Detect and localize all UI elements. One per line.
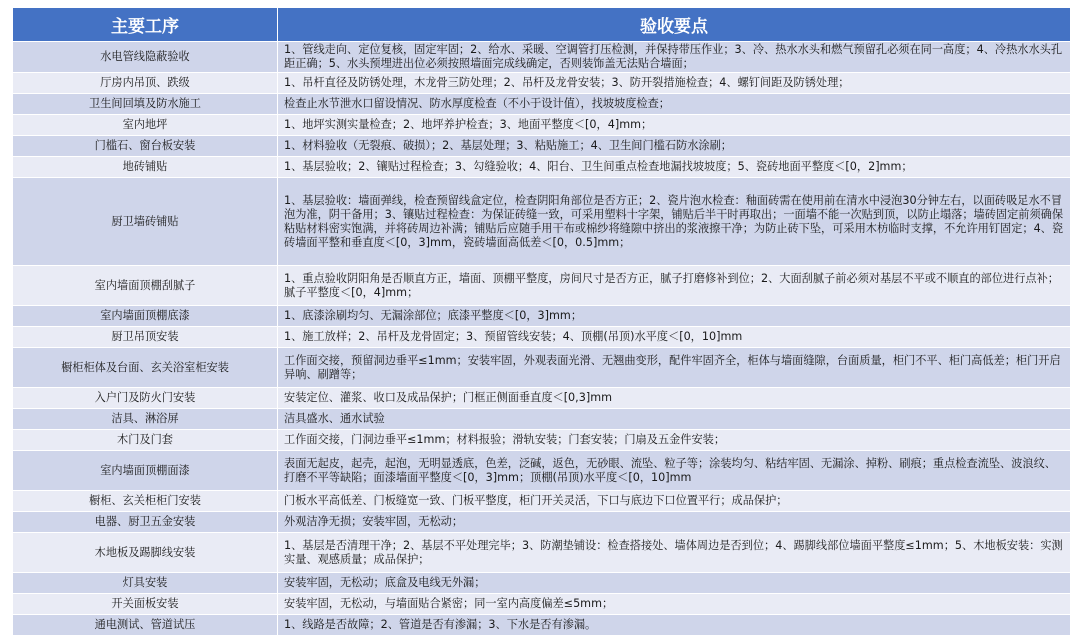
process-cell: 木地板及踢脚线安装 [13,533,278,573]
process-cell: 橱柜柜体及台面、玄关浴室柜安装 [13,348,278,388]
table-body [13,42,1071,636]
table-row [13,594,1071,615]
table-row [13,94,1071,115]
header-process: 主要工序 [13,8,278,42]
process-cell: 通电测试、管道试压 [13,615,278,636]
table-header-row [13,8,1071,42]
process-cell: 室内墙面顶棚底漆 [13,306,278,327]
process-cell: 室内地坪 [13,115,278,136]
table-row [13,115,1071,136]
process-cell: 厨卫吊顶安装 [13,327,278,348]
header-points: 验收要点 [278,8,1071,42]
points-cell: 1、底漆涂刷均匀、无漏涂部位；底漆平整度＜[0，3]mm； [278,306,1071,327]
table-row [13,73,1071,94]
points-cell: 1、基层是否清理干净；2、基层不平处理完毕；3、防潮垫铺设：检查搭接处、墙体周边是否到位；4、踢脚线部位墙面平整度≤1mm；5、木地板安装：实测实量、观感质量；成品保护； [278,533,1071,573]
points-cell: 门板水平高低差、门板缝宽一致、门板平整度，柜门开关灵活，下口与底边下口位置平行；成品保护； [278,491,1071,512]
points-cell: 安装牢固，无松动，与墙面贴合紧密；同一室内高度偏差≤5mm； [278,594,1071,615]
points-cell: 洁具盛水、通水试验 [278,409,1071,430]
process-cell: 木门及门套 [13,430,278,451]
process-cell: 厅房内吊顶、跌级 [13,73,278,94]
points-cell: 检查止水节泄水口留设情况、防水厚度检查（不小于设计值），找坡坡度检查； [278,94,1071,115]
process-cell: 水电管线隐蔽验收 [13,42,278,73]
process-cell: 地砖铺贴 [13,157,278,178]
process-cell: 入户门及防火门安装 [13,388,278,409]
points-cell: 1、施工放样；2、吊杆及龙骨固定；3、预留管线安装；4、顶棚(吊顶)水平度＜[0，10]mm [278,327,1071,348]
table-row [13,348,1071,388]
table-row [13,451,1071,491]
points-cell: 1、管线走向、定位复核，固定牢固；2、给水、采暖、空调管打压检测，并保持带压作业；3、冷、热水水头和燃气预留孔必须在同一高度；4、冷热水水头孔距正确；5、水头预埋进出位必须按照墙面完成线确定，否则装饰盖无法贴合墙面； [278,42,1071,73]
points-cell: 1、线路是否故障；2、管道是否有渗漏；3、下水是否有渗漏。 [278,615,1071,636]
table-row [13,430,1071,451]
table-row [13,533,1071,573]
points-cell: 1、基层验收：墙面弹线，检查预留线盒定位，检查阴阳角部位是否方正；2、瓷片泡水检查：釉面砖需在使用前在清水中浸泡30分钟左右，以面砖吸足水不冒泡为准，阴干备用；3、镶贴过程检查：为保证砖缝一致，可采用塑料十字架，铺贴后半干时再取出；一面墙不能一次贴到顶，以防止塌落；墙砖固定前须确保粘贴材料密实饱满，并将砖周边补满；铺贴后应随手用干布或棉纱将缝隙中挤出的浆液擦干净；为防止砖下坠，可采用木枋临时支撑，不允许用钉固定；4、瓷砖墙面平整和垂直度＜[0，3]mm，瓷砖墙面高低差＜[0，0.5]mm； [278,178,1071,266]
points-cell: 1、材料验收（无裂痕、破损）；2、基层处理；3、粘贴施工；4、卫生间门槛石防水涂刷； [278,136,1071,157]
acceptance-table [12,7,1071,636]
points-cell: 1、重点验收阴阳角是否顺直方正，墙面、顶棚平整度，房间尺寸是否方正，腻子打磨修补到位；2、大面刮腻子前必须对基层不平或不顺直的部位进行点补；腻子平整度＜[0，4]mm； [278,266,1071,306]
points-cell: 1、吊杆直径及防锈处理，木龙骨三防处理；2、吊杆及龙骨安装；3、防开裂措施检查；4、螺钉间距及防锈处理； [278,73,1071,94]
process-cell: 灯具安装 [13,573,278,594]
process-cell: 橱柜、玄关柜柜门安装 [13,491,278,512]
table-row [13,266,1071,306]
process-cell: 洁具、淋浴屏 [13,409,278,430]
points-cell: 表面无起皮，起壳，起泡，无明显透底，色差，泛碱，返色，无砂眼、流坠、粒子等；涂装均匀、粘结牢固、无漏涂、掉粉、刷痕；重点检查流坠、波浪纹、打磨不平等缺陷；面漆墙面平整度＜[0，3]mm；顶棚(吊顶)水平度＜[0，10]mm [278,451,1071,491]
table-row [13,327,1071,348]
table-row [13,178,1071,266]
points-cell: 工作面交接，预留洞边垂平≤1mm；安装牢固，外观表面光滑、无翘曲变形，配件牢固齐全，柜体与墙面缝隙，台面质量，柜门不平、柜门高低差；柜门开启异响、刷蹭等； [278,348,1071,388]
points-cell: 工作面交接，门洞边垂平≤1mm；材料报验；滑轨安装；门套安装；门扇及五金件安装； [278,430,1071,451]
table-row [13,136,1071,157]
process-cell: 门槛石、窗台板安装 [13,136,278,157]
points-cell: 外观洁净无损；安装牢固，无松动； [278,512,1071,533]
process-cell: 厨卫墙砖铺贴 [13,178,278,266]
points-cell: 安装牢固，无松动；底盒及电线无外漏； [278,573,1071,594]
table-row [13,42,1071,73]
points-cell: 1、基层验收；2、镶贴过程检查；3、勾缝验收；4、阳台、卫生间重点检查地漏找坡坡度；5、瓷砖地面平整度＜[0，2]mm； [278,157,1071,178]
acceptance-table-wrapper [12,7,1070,636]
table-row [13,491,1071,512]
process-cell: 卫生间回填及防水施工 [13,94,278,115]
points-cell: 1、地坪实测实量检查；2、地坪养护检查；3、地面平整度＜[0，4]mm； [278,115,1071,136]
process-cell: 电器、厨卫五金安装 [13,512,278,533]
table-row [13,157,1071,178]
points-cell: 安装定位、灌浆、收口及成品保护；门框正侧面垂直度＜[0,3]mm [278,388,1071,409]
table-row [13,306,1071,327]
table-row [13,409,1071,430]
process-cell: 开关面板安装 [13,594,278,615]
table-row [13,573,1071,594]
table-row [13,388,1071,409]
table-row [13,512,1071,533]
process-cell: 室内墙面顶棚刮腻子 [13,266,278,306]
table-row [13,615,1071,636]
process-cell: 室内墙面顶棚面漆 [13,451,278,491]
